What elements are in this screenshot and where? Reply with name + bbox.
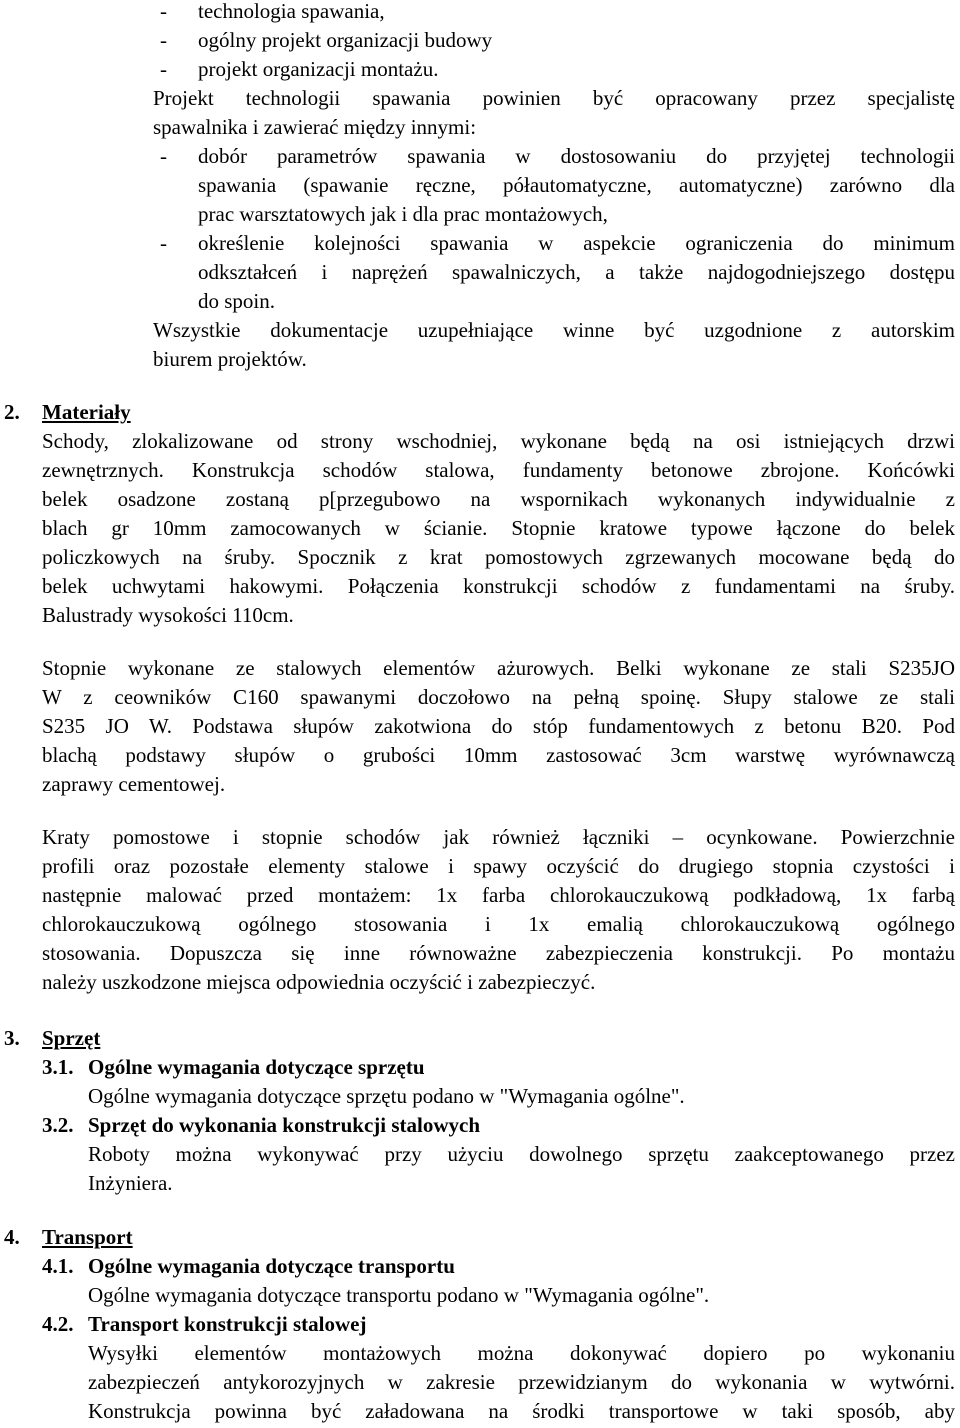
paragraph-line: należy uszkodzone miejsca odpowiednia oczyścić i zabezpieczyć. xyxy=(42,970,596,994)
paragraph-line: Ogólne wymagania dotyczące transportu podano w "Wymagania ogólne". xyxy=(88,1283,710,1307)
section-title: Sprzęt xyxy=(42,1026,101,1050)
list-item: technologia spawania, xyxy=(198,0,385,23)
paragraph-line: następnie malować przed montażem: 1x farba chlorokauczukową podkładową, 1x farbą xyxy=(42,883,955,907)
list-item-line: dobór parametrów spawania w dostosowaniu do przyjętej technologii xyxy=(198,144,955,168)
list-item-line: do spoin. xyxy=(198,289,276,313)
list-item-line: prac warsztatowych jak i dla prac montażowych, xyxy=(198,202,608,226)
paragraph-line: Projekt technologii spawania powinien być opracowany przez specjalistę xyxy=(153,86,955,110)
paragraph-line: W z ceowników C160 spawanymi doczołowo na pełną spoinę. Słupy stalowe ze stali xyxy=(42,685,955,709)
paragraph-line: Kraty pomostowe i stopnie schodów jak również łączniki – ocynkowane. Powierzchnie xyxy=(42,825,955,849)
list-dash: - xyxy=(160,231,167,255)
paragraph-line: policzkowych na śruby. Spocznik z krat pomostowych zgrzewanych mocowane będą do xyxy=(42,545,955,569)
section-title: Transport xyxy=(42,1225,133,1249)
paragraph-line: blachą podstawy słupów o grubości 10mm zastosować 3cm warstwę wyrównawczą xyxy=(42,743,955,767)
list-item: ogólny projekt organizacji budowy xyxy=(198,28,493,52)
section-number: 4. xyxy=(4,1225,20,1249)
section-number: 3. xyxy=(4,1026,20,1050)
paragraph-line: chlorokauczukową ogólnego stosowania i 1x emalią chlorokauczukową ogólnego xyxy=(42,912,955,936)
paragraph-line: S235 JO W. Podstawa słupów zakotwiona do stóp fundamentowych z betonu B20. Pod xyxy=(42,714,955,738)
paragraph-line: zaprawy cementowej. xyxy=(42,772,226,796)
list-item-line: spawania (spawanie ręczne, półautomatyczne, automatyczne) zarówno dla xyxy=(198,173,955,197)
subsection-title: Ogólne wymagania dotyczące transportu xyxy=(88,1254,455,1278)
paragraph-line: biurem projektów. xyxy=(153,347,307,371)
subsection-number: 4.1. xyxy=(42,1254,74,1278)
subsection-title: Sprzęt do wykonania konstrukcji stalowych xyxy=(88,1113,481,1137)
paragraph-line: belek osadzone zostaną p[przegubowo na wspornikach wykonanych indywidualnie z xyxy=(42,487,955,511)
paragraph-line: Ogólne wymagania dotyczące sprzętu podano w "Wymagania ogólne". xyxy=(88,1084,685,1108)
section-title: Materiały xyxy=(42,400,131,424)
paragraph-line: stosowania. Dopuszcza się inne równoważne zabezpieczenia konstrukcji. Po montażu xyxy=(42,941,955,965)
subsection-title: Transport konstrukcji stalowej xyxy=(88,1312,367,1336)
paragraph-line: belek uchwytami hakowymi. Połączenia konstrukcji schodów z fundamentami na śruby. xyxy=(42,574,955,598)
paragraph-line: Wysyłki elementów montażowych można dokonywać dopiero po wykonaniu xyxy=(88,1341,955,1365)
list-dash: - xyxy=(160,0,167,23)
paragraph-line: Inżyniera. xyxy=(88,1171,173,1195)
paragraph-line: profili oraz pozostałe elementy stalowe i spawy oczyścić do drugiego stopnia czystości i xyxy=(42,854,955,878)
list-item-line: odkształceń i naprężeń spawalniczych, a także najdogodniejszego dostępu xyxy=(198,260,955,284)
paragraph-line: Roboty można wykonywać przy użyciu dowolnego sprzętu zaakceptowanego przez xyxy=(88,1142,955,1166)
list-dash: - xyxy=(160,28,167,52)
paragraph-line: blach gr 10mm zamocowanych w ścianie. Stopnie kratowe typowe łączone do belek xyxy=(42,516,955,540)
subsection-number: 3.2. xyxy=(42,1113,74,1137)
list-dash: - xyxy=(160,144,167,168)
list-dash: - xyxy=(160,57,167,81)
paragraph-line: zewnętrznych. Konstrukcja schodów stalowa, fundamenty betonowe zbrojone. Końcówki xyxy=(42,458,955,482)
paragraph-line: spawalnika i zawierać między innymi: xyxy=(153,115,477,139)
paragraph-line: Konstrukcja powinna być załadowana na środki transportowe w taki sposób, aby xyxy=(88,1399,955,1423)
paragraph-line: Stopnie wykonane ze stalowych elementów ażurowych. Belki wykonane ze stali S235JO xyxy=(42,656,955,680)
paragraph-line: Wszystkie dokumentacje uzupełniające winne być uzgodnione z autorskim xyxy=(153,318,955,342)
list-item-line: określenie kolejności spawania w aspekcie ograniczenia do minimum xyxy=(198,231,955,255)
subsection-title: Ogólne wymagania dotyczące sprzętu xyxy=(88,1055,425,1079)
section-number: 2. xyxy=(4,400,20,424)
paragraph-line: zabezpieczeń antykorozyjnych w zakresie przewidzianym do wykonania w wytwórni. xyxy=(88,1370,955,1394)
subsection-number: 4.2. xyxy=(42,1312,74,1336)
list-item: projekt organizacji montażu. xyxy=(198,57,439,81)
paragraph-line: Schody, zlokalizowane od strony wschodniej, wykonane będą na osi istniejących drzwi xyxy=(42,429,955,453)
paragraph-line: Balustrady wysokości 110cm. xyxy=(42,603,294,627)
subsection-number: 3.1. xyxy=(42,1055,74,1079)
